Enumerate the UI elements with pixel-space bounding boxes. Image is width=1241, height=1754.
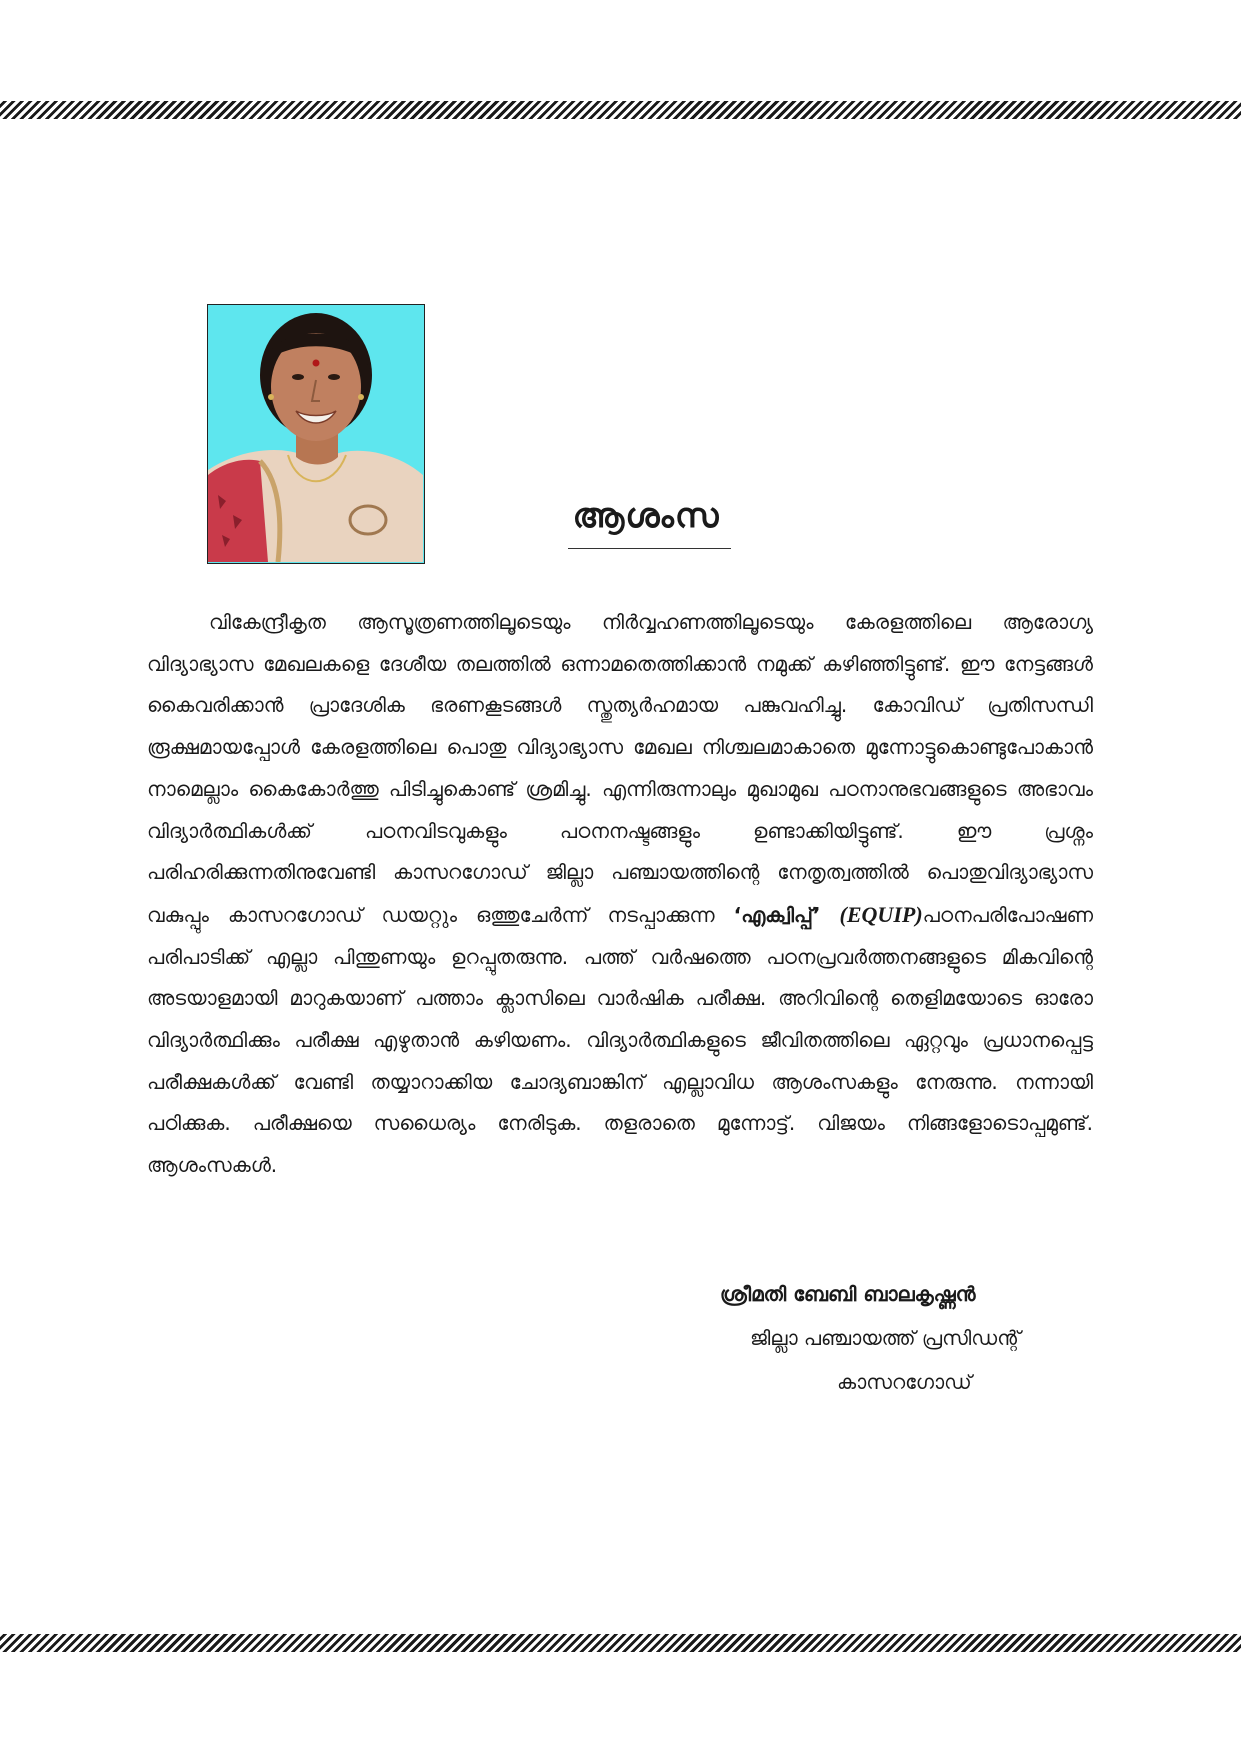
program-code: (EQUIP) bbox=[839, 901, 923, 927]
president-portrait-photo bbox=[207, 304, 425, 564]
signatory-place: കാസറഗോഡ് bbox=[837, 1370, 972, 1394]
title-underline bbox=[568, 548, 731, 549]
message-paragraph bbox=[147, 602, 1093, 1187]
paragraph-text-end: പഠനപരിപോഷണ പരിപാടിക്ക് എല്ലാ പിന്തുണയും ഉറപ്പുതരുന്നു. പത്ത് വർഷത്തെ പഠനപ്രവർത്തനങ്ങളുടെ മികവിന്റെ അടയാളമായി മാറുകയാണ് പത്താം ക്ലാസിലെ വാർഷിക പരീക്ഷ. അറിവിന്റെ തെളിമയോടെ ഓരോ വിദ്യാർത്ഥിക്കും പരീക്ഷ എഴുതാൻ കഴിയണം. വിദ്യാർത്ഥികളുടെ ജീവിതത്തിലെ ഏറ്റവും പ്രധാനപ്പെട്ട പരീക്ഷകൾക്ക് വേണ്ടി തയ്യാറാക്കിയ ചോദ്യബാങ്കിന് എല്ലാവിധ ആശംസകളും നേരുന്നു. നന്നായി പഠിക്കുക. പരീക്ഷയെ സധൈര്യം നേരിടുക. തളരാതെ മുന്നോട്ട്. വിജയം നിങ്ങളോടൊപ്പമുണ്ട്. ആശംസകൾ. bbox=[147, 902, 1093, 1178]
program-name: ‘എക്വിപ്പ്’ bbox=[733, 902, 821, 927]
bottom-hatch-border bbox=[0, 1634, 1241, 1652]
portrait-illustration bbox=[208, 305, 423, 562]
message-body bbox=[147, 602, 1093, 1187]
signatory-name: ശ്രീമതി ബേബി ബാലകൃഷ്ണൻ bbox=[720, 1282, 976, 1306]
top-hatch-border bbox=[0, 101, 1241, 119]
signatory-role: ജില്ലാ പഞ്ചായത്ത് പ്രസിഡന്റ് bbox=[750, 1326, 1021, 1350]
page-title: ആശംസ bbox=[572, 496, 720, 536]
paragraph-text-start: വികേന്ദ്രീകൃത ആസൂത്രണത്തിലൂടെയും നിർവ്വഹണത്തിലൂടെയും കേരളത്തിലെ ആരോഗ്യ വിദ്യാഭ്യാസ മേഖലകളെ ദേശീയ തലത്തിൽ ഒന്നാമതെത്തിക്കാൻ നമുക്ക് കഴിഞ്ഞിട്ടുണ്ട്. ഈ നേട്ടങ്ങൾ കൈവരിക്കാൻ പ്രാദേശിക ഭരണകൂടങ്ങൾ സ്തുത്യർഹമായ പങ്കുവഹിച്ചു. കോവിഡ് പ്രതിസന്ധി രൂക്ഷമായപ്പോൾ കേരളത്തിലെ പൊതു വിദ്യാഭ്യാസ മേഖല നിശ്ചലമാകാതെ മുന്നോട്ടുകൊണ്ടുപോകാൻ നാമെല്ലാം കൈകോർത്തു പിടിച്ചുകൊണ്ട് ശ്രമിച്ചു. എന്നിരുന്നാലും മുഖാമുഖ പഠനാനുഭവങ്ങളുടെ അഭാവം വിദ്യാർത്ഥികൾക്ക് പഠനവിടവുകളും പഠനനഷ്ടങ്ങളും ഉണ്ടാക്കിയിട്ടുണ്ട്. ഈ പ്രശ്നം പരിഹരിക്കുന്നതിനുവേണ്ടി കാസറഗോഡ് ജില്ലാ പഞ്ചായത്തിന്റെ നേതൃത്വത്തിൽ പൊതുവിദ്യാഭ്യാസ വകുപ്പും കാസറഗോഡ് ഡയറ്റും ഒത്തുചേർന്ന് നടപ്പാക്കുന്ന bbox=[147, 610, 1093, 927]
